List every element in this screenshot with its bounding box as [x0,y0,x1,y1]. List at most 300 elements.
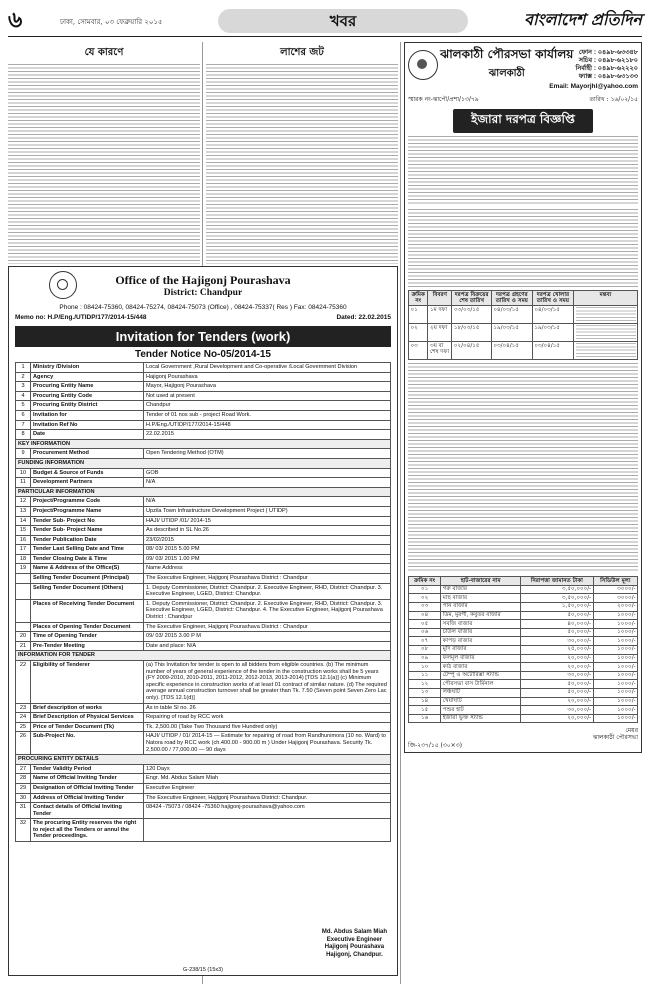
tender-office-title: Office of the Hajigonj Pourashava [115,273,291,287]
table-cell: ১,৫০,০০০/- [521,602,593,611]
signer-org: Hajigonj Pourashava [324,944,385,951]
table-section-heading: FUNDING INFORMATION [16,458,391,468]
lease-rules-text [408,363,638,573]
table-row [16,703,391,713]
table-row [16,783,391,793]
table-cell: ৫০,০০০/- [521,688,593,697]
table-cell: ৩য় বা শেষ দফা [428,342,452,360]
row-label: Development Partners [31,478,144,488]
row-number: 23 [16,703,31,713]
article-headline: যে কারণে [84,47,124,58]
column-header: ক্রমিক নং [409,291,428,306]
table-cell: কাঠ বাজার [441,663,521,672]
pourashava-logo-icon [49,271,77,299]
contact-secretary: সচিব : ০৪৯৮-৬২১৮০ [578,56,638,64]
table-row [16,458,391,468]
table-row [16,487,391,497]
table-cell: ১৬ [409,714,441,723]
row-label: Places of Receiving Tender Document [31,599,144,622]
table-cell: ২০,০০০/- [521,663,593,672]
row-number: 5 [16,401,31,411]
row-value: Repairing of road by RCC work [144,713,391,723]
table-cell: লঞ্চঘাট [441,688,521,697]
table-row [16,420,391,430]
table-row [16,641,391,651]
row-value: 08/ 03/ 2015 5.00 PM [144,545,391,555]
table-cell: ১২ [409,680,441,689]
lease-date: তারিখ : ১৬/০২/১৫ [589,96,638,103]
table-row [16,622,391,632]
row-value: (a) This Invitation for tender is open to all bidders from eligible countries. (b) The minimum number of years of general experience of the tender in the construction works shall be 5 years (FY 2009-2010, 2010-2011, 2011-2012, 2012-2013, 2013-2014) [TDS 12.1(a)] (c) Minimum specific experience in construction works of at least 01 contract of similar nature. (d) The required average annual construction turnover shall be greater than Tk. 7.50 (Seven point Seven Zero Lac only). [TDS 12.1(d)] [144,661,391,704]
table-cell: ৩,৫০,০০০/- [521,585,593,594]
table-row [409,671,638,680]
row-number [16,574,31,584]
row-value: Local Government ,Rural Development and Co-operative /Local Government Division [144,363,391,373]
signer-name: Md. Abdus Salam Miah [321,929,387,936]
signer-title: Executive Engineer [326,936,383,943]
table-cell: ২০,০০০/- [521,697,593,706]
table-cell: ১০০০/- [593,611,637,620]
row-label: Time of Opening Tender [31,632,144,642]
row-value: As in table Sl no. 26 [144,703,391,713]
row-label: Address of Official Inviting Tender [31,793,144,803]
table-section-heading: PROCURING ENTITY DETAILS [16,755,391,765]
table-row [409,706,638,715]
table-row [16,651,391,661]
table-cell: ১ম দফা [428,306,452,324]
table-cell: ৩০,০০০/- [521,671,593,680]
row-label: Designation of Official Inviting Tender [31,783,144,793]
row-value: N/A [144,497,391,507]
table-cell: ০৩/০৩/১৫ [452,306,491,324]
table-row [16,372,391,382]
table-row [409,594,638,603]
row-number: 17 [16,545,31,555]
row-label: Name & Address of the Office(S) [31,564,144,574]
remarks-cell [574,306,638,324]
table-row [409,697,638,706]
table-cell: গরু বাজার [441,585,521,594]
contact-phone: ফোন : ০৪৯৮-৬৩৩৪৮ [578,48,638,56]
table-cell: ১৪ [409,697,441,706]
row-label: Procuring Entity District [31,401,144,411]
row-label: Contact details of Official Inviting Tender [31,803,144,819]
row-number: 15 [16,526,31,536]
table-row [16,506,391,516]
row-value: H.P/Eng./UTIDP/177/2014-15/448 [144,420,391,430]
table-row [16,478,391,488]
tender-banner: Invitation for Tenders (work) [15,326,391,347]
row-number: 1 [16,363,31,373]
market-list-table [408,576,638,723]
signer-place: Hajigonj, Chandpur. [326,951,383,958]
table-row [16,574,391,584]
contact-email: Email: Mayorjhl@yahoo.com [549,83,638,90]
remarks-cell [574,324,638,342]
table-row [16,545,391,555]
row-value: 120 Days [144,764,391,774]
row-number [16,599,31,622]
table-cell: ৫০,০০০/- [521,611,593,620]
table-row [16,430,391,440]
row-value: As described in SL No.26 [144,526,391,536]
row-label: Tender Sub- Project Name [31,526,144,536]
row-value: 1. Deputy Commissioner, District: Chandpur. 2. Executive Engineer, RHD, District: Chandpur. 3. Executive Engineer, LGED, District: Chandpur. 4. The Executive Engineer, Hajigonj Pourashava District : Chandpur [144,599,391,622]
row-value: 1. Deputy Commissioner, District: Chandpur. 2. Executive Engineer, RHD, District: Chandpur. 3. Executive Engineer, LGED, District: Chandpur. [144,583,391,599]
table-cell: খেয়াঘাট [441,697,521,706]
table-cell: ১৫ [409,706,441,715]
table-cell: ০৭ [409,637,441,646]
table-cell: ০৪ [409,611,441,620]
row-label: Procuring Entity Name [31,382,144,392]
row-label: Brief Description of Physical Services [31,713,144,723]
lease-notice-title-block [438,46,576,83]
row-label: Tender Publication Date [31,535,144,545]
table-row [16,583,391,599]
row-label: Eligibility of Tenderer [31,661,144,704]
table-cell: ০৩ [409,342,428,360]
table-cell: ৫০,০০০/- [521,628,593,637]
table-cell: ০৬ [409,628,441,637]
table-cell: ১৯/০৩/১৫ [491,324,532,342]
table-cell: ০৫ [409,620,441,629]
article-body-text [206,64,398,264]
row-value: HAJI/ UTIDP / 01/ 2014-15 — Estimate for repairing of road from Randhunimora (10 no. Ward) to Natora road by RCC work (ch.400.00 - 900.00 m ) Under Hajigonj Pourashava. Security Tk. 2,500.00 / 77,000.00 — 90 days [144,732,391,755]
row-value: Name Address [144,564,391,574]
row-value [144,819,391,842]
table-cell: সবজি বাজার [441,620,521,629]
lease-memo-no: স্মারক নং-ঝাপৌ/প্রশা/১৩/৭৯ [408,96,479,103]
tender-district: District: Chandpur [163,288,243,298]
row-value: Executive Engineer [144,783,391,793]
table-cell: ১০০০/- [593,645,637,654]
lease-office-title: ঝালকাঠী পৌরসভা কার্যালয় [440,47,574,61]
row-number: 27 [16,764,31,774]
row-value: HAJI/ UTIDP /01/ 2014-15 [144,516,391,526]
article-body-text [8,64,200,264]
row-label: Date [31,430,144,440]
page-number: ৬ [8,7,23,33]
table-section-heading: INFORMATION FOR TENDER [16,651,391,661]
row-number: 20 [16,632,31,642]
table-cell: ১০০০/- [593,637,637,646]
row-value: Hajigonj Pourashava [144,372,391,382]
table-cell: ০৪/০৩/১৫ [532,306,573,324]
table-row [409,620,638,629]
lease-notice-ad [404,42,642,984]
row-number: 9 [16,449,31,459]
table-cell: ১৮/০৩/১৫ [452,324,491,342]
table-row [16,526,391,536]
table-row [409,585,638,594]
table-row [16,516,391,526]
tender-phone: Phone : 08424-75360, 08424-75274, 08424-75073 (Office) , 08424-75337( Res ) Fax: 08424-75360 [59,304,347,311]
column-header: দরপত্র গ্রহণের তারিখ ও সময় [491,291,532,306]
row-label: Selling Tender Document (Others) [31,583,144,599]
lease-ad-code: জি-২৩৭/১৫ (৩০×৩) [408,741,462,749]
row-value: 23/02/2015 [144,535,391,545]
table-cell: ৩০০০/- [593,585,637,594]
tender-memo-no: Memo no: H.P/Eng./UTIDP/177/2014-15/448 [15,314,147,321]
row-value: N/A [144,478,391,488]
lease-schedule-table [408,290,638,360]
remarks-cell [574,342,638,360]
table-row [16,564,391,574]
row-number: 8 [16,430,31,440]
table-cell: ৪০,০০০/- [521,620,593,629]
table-cell: ইজারা ভুক্ত স্ট্যান্ড [441,714,521,723]
row-number: 6 [16,410,31,420]
lease-office-subtitle: ঝালকাঠী [488,68,525,79]
dateline: ঢাকা, সোমবার, ০৩ ফেব্রুয়ারি ২০১৫ [60,18,163,26]
tender-notice-number: Tender Notice No-05/2014-15 [135,349,271,360]
table-cell: ২০,০০০/- [521,714,593,723]
table-cell: ফলমূল বাজার [441,654,521,663]
lease-signer-title: মেয়র [625,727,638,735]
lease-notice-header [408,46,638,83]
row-number: 24 [16,713,31,723]
column-header: দরপত্র খোলার তারিখ ও সময় [532,291,573,306]
table-cell: ১০০০/- [593,706,637,715]
lease-banner: ইজারা দরপত্র বিজ্ঞপ্তি [453,109,593,133]
row-label: Project/Programme Name [31,506,144,516]
table-row [409,663,638,672]
lease-signature [408,727,638,741]
table-row [16,468,391,478]
table-cell: ০৩/০৪/১৫ [532,342,573,360]
table-cell: মুদি বাজার [441,645,521,654]
table-row [409,654,638,663]
row-label: Name of Official Inviting Tender [31,774,144,784]
table-cell: টেম্পু ও অটোরিক্সা স্ট্যান্ড [441,671,521,680]
column-header: ক্রমিক নং [409,577,441,586]
row-value: 09/ 03/ 2015 3.00 P M [144,632,391,642]
table-cell: ২য় দফা [428,324,452,342]
table-row [409,611,638,620]
table-cell: ১০০০/- [593,697,637,706]
table-row [16,497,391,507]
table-cell: ১০ [409,663,441,672]
table-cell: ০২ [409,324,428,342]
table-row [16,722,391,732]
table-cell: ১০০০/- [593,688,637,697]
article-headline: লাশের জট [280,47,324,58]
lease-memo-line [408,94,638,105]
table-row [16,410,391,420]
column-header: দরপত্র বিক্রয়ের শেষ তারিখ [452,291,491,306]
column-divider [400,42,401,984]
table-cell: ০৮ [409,645,441,654]
article-column-2 [206,42,398,264]
table-row [409,637,638,646]
row-number: 14 [16,516,31,526]
table-row [16,732,391,755]
table-cell: ১০০০/- [593,680,637,689]
tender-memo-line [9,311,397,324]
table-cell: ১১ [409,671,441,680]
row-number: 4 [16,391,31,401]
table-row [16,819,391,842]
table-cell: ২৫,০০০/- [521,645,593,654]
contact-exec: নির্বাহী : ০৪৯৮-৬২২২০ [575,64,638,72]
table-cell: ০৪/০৩/১৫ [491,306,532,324]
row-label: Sub-Project No. [31,732,144,755]
row-number: 12 [16,497,31,507]
section-banner: খবর [218,9,468,33]
row-number: 3 [16,382,31,392]
row-value: 09/ 03/ 2015 1.00 PM [144,554,391,564]
table-row [16,793,391,803]
row-number: 16 [16,535,31,545]
table-cell: মাছ বাজার [441,594,521,603]
row-value: The Executive Engineer, Hajigonj Pourashava District: Chandpur. [144,793,391,803]
table-cell: ১০০০/- [593,663,637,672]
row-value: GOB [144,468,391,478]
table-row [16,449,391,459]
table-row [16,439,391,449]
table-cell: ৫০,০০০/- [521,680,593,689]
row-label: Tender Validity Period [31,764,144,774]
row-label: Invitation Ref No [31,420,144,430]
row-number: 25 [16,722,31,732]
lease-conditions-text [408,209,638,287]
row-label: Brief description of works [31,703,144,713]
table-row [16,554,391,564]
table-row [16,632,391,642]
row-label: Tender Sub- Project No [31,516,144,526]
table-row [16,401,391,411]
row-label: The procuring Entity reserves the right to reject all the Tenders or annul the Tender proceedings. [31,819,144,842]
table-cell: ০৩ [409,602,441,611]
table-cell: কাপড় বাজার [441,637,521,646]
row-label: Agency [31,372,144,382]
table-row [409,324,638,342]
row-number: 2 [16,372,31,382]
row-label: Tender Last Selling Date and Time [31,545,144,555]
table-row [16,391,391,401]
table-cell: ২০,০০০/- [521,654,593,663]
row-label: Invitation for [31,410,144,420]
row-number: 26 [16,732,31,755]
table-cell: ১০০০/- [593,714,637,723]
row-label: Procurement Method [31,449,144,459]
lease-notice-box [404,42,642,753]
column-header: মন্তব্য [574,291,638,306]
table-cell: ডিম, মুরগী, কবুতর বাজার [441,611,521,620]
table-cell: ২০০০/- [593,602,637,611]
table-row [409,306,638,324]
row-value: Mayor, Hajigonj Pourashava [144,382,391,392]
row-value: 22.02.2015 [144,430,391,440]
table-cell: ১৯/০৩/১৫ [532,324,573,342]
table-row [16,363,391,373]
lease-contacts [576,49,638,81]
table-cell: ০১ [409,306,428,324]
tender-info-table [15,362,391,842]
row-number [16,622,31,632]
contact-fax: ফ্যাক্স : ০৪৯৮-৬৩১৩৩ [578,72,638,80]
tender-notice-ad [8,266,398,976]
row-value: The Executive Engineer, Hajigonj Pourashava District : Chandpur [144,622,391,632]
table-cell: ৩,৫০,০০০/- [521,594,593,603]
table-row [16,661,391,704]
row-number: 29 [16,783,31,793]
table-cell: ১০০০/- [593,620,637,629]
table-row [409,645,638,654]
row-number: 32 [16,819,31,842]
row-number: 31 [16,803,31,819]
row-number [16,583,31,599]
table-cell: ০২ [409,594,441,603]
row-value: The Executive Engineer, Hajigonj Pourashava District : Chandpur [144,574,391,584]
table-row [409,688,638,697]
lease-signer-org: ঝালকাঠী পৌরসভা [592,734,638,742]
table-row [16,599,391,622]
table-cell: ০২/০৪/১৫ [452,342,491,360]
row-value: Upzila Town Infrastructure Development Project ( UTIDP) [144,506,391,516]
row-number: 18 [16,554,31,564]
column-header: সিডিউল মূল্য [593,577,637,586]
table-cell: ০১ [409,585,441,594]
article-column-1 [8,42,200,264]
row-label: Tender Closing Date & Time [31,554,144,564]
table-row [16,713,391,723]
row-value: Chandpur [144,401,391,411]
row-number: 21 [16,641,31,651]
row-value: Date and place: N/A [144,641,391,651]
row-label: Ministry /Division [31,363,144,373]
column-header: নিরাপত্তা জামানত টাকা [521,577,593,586]
row-value: 08424 -75073 / 08424 -75360 hajigonj-pourashava@yahoo.com [144,803,391,819]
tender-signature [322,929,387,959]
row-number: 30 [16,793,31,803]
table-row [409,680,638,689]
row-number: 22 [16,661,31,704]
table-cell: পান বাজার [441,602,521,611]
table-row [409,342,638,360]
row-value: Not used at present [144,391,391,401]
row-label: Procuring Entity Code [31,391,144,401]
table-cell: ১০০০/- [593,671,637,680]
column-header: বিবরণ [428,291,452,306]
table-row [16,803,391,819]
table-cell: ০৯ [409,654,441,663]
table-row [409,714,638,723]
table-cell: ৩০,০০০/- [521,637,593,646]
table-row [16,755,391,765]
table-cell: ০৩/০৪/১৫ [491,342,532,360]
row-label: Project/Programme Code [31,497,144,507]
row-label: Selling Tender Document (Principal) [31,574,144,584]
table-cell: ৩০০০/- [593,594,637,603]
table-row [409,602,638,611]
table-row [16,774,391,784]
row-number: 28 [16,774,31,784]
lease-intro-text [408,136,638,206]
table-cell: ৩০,০০০/- [521,706,593,715]
table-cell: চাউল বাজার [441,628,521,637]
table-row [409,628,638,637]
row-label: Budget & Source of Funds [31,468,144,478]
pourashava-seal-icon [408,50,438,80]
table-cell: ১৩ [409,688,441,697]
page-header [8,6,642,37]
column-header: হাট-বাজারের নাম [441,577,521,586]
table-cell: পশুর হাট [441,706,521,715]
row-label: Pre-Tender Meeting [31,641,144,651]
masthead-logo: বাংলাদেশ প্রতিদিন [524,10,642,29]
row-label: Price of Tender Document (Tk) [31,722,144,732]
